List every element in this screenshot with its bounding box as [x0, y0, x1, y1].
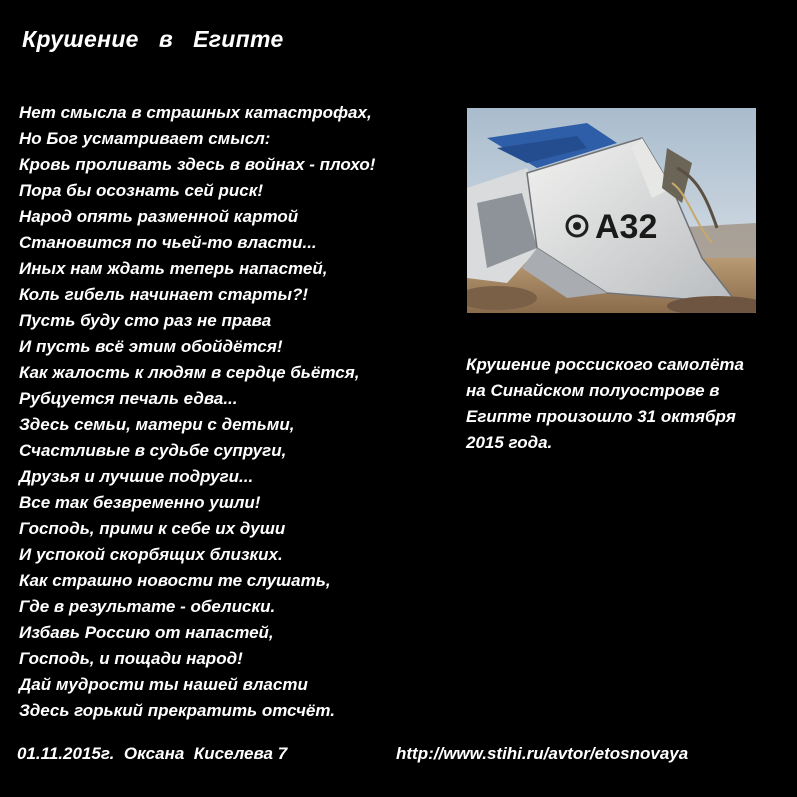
- poem-line: Господь, и пощади народ!: [19, 649, 243, 668]
- author-signature: 01.11.2015г. Оксана Киселева 7: [17, 744, 288, 763]
- poem-line: Становится по чьей-то власти...: [19, 233, 317, 252]
- tail-text: A32: [595, 208, 658, 246]
- caption-line: Египте произошло 31 октября: [466, 407, 736, 426]
- poem-line: И успокой скорбящих близких.: [19, 545, 283, 564]
- caption-line: Крушение россиского самолёта: [466, 355, 744, 374]
- poem-line: Все так безвременно ушли!: [19, 493, 261, 512]
- author-link[interactable]: http://www.stihi.ru/avtor/etosnovaya: [396, 744, 689, 763]
- photo-caption: [466, 352, 786, 456]
- poem-line: Пусть буду сто раз не права: [19, 311, 272, 330]
- poem-line: Здесь горький прекратить отсчёт.: [19, 701, 335, 720]
- poem-line: Народ опять разменной картой: [19, 207, 299, 226]
- caption-line: 2015 года.: [466, 433, 553, 452]
- poem-line: И пусть всё этим обойдётся!: [19, 337, 283, 356]
- poem-line: Рубцуется печаль едва...: [19, 389, 238, 408]
- poem-line: Господь, прими к себе их души: [19, 519, 286, 538]
- page-title: Крушение в Египте: [22, 26, 284, 52]
- poem-line: Где в результате - обелиски.: [19, 597, 276, 616]
- poem-line: Как страшно новости те слушать,: [19, 571, 331, 590]
- poem-line: Пора бы осознать сей риск!: [19, 181, 264, 200]
- poem-line: Здесь семьи, матери с детьми,: [19, 415, 295, 434]
- poem-line: Как жалость к людям в сердце бьётся,: [19, 363, 360, 382]
- poem-line: Но Бог усматривает смысл:: [19, 129, 271, 148]
- poem-line: Избавь Россию от напастей,: [19, 623, 274, 642]
- poem: [19, 100, 375, 724]
- poem-line: Друзья и лучшие подруги...: [19, 467, 254, 486]
- airplane-wreckage-photo: [467, 108, 756, 313]
- poem-line: Нет смысла в страшных катастрофах,: [19, 103, 372, 122]
- poem-line: Кровь проливать здесь в войнах - плохо!: [19, 155, 376, 174]
- poem-line: Дай мудрости ты нашей власти: [19, 675, 308, 694]
- poem-line: Коль гибель начинает старты?!: [19, 285, 309, 304]
- poem-line: Иных нам ждать теперь напастей,: [19, 259, 328, 278]
- caption-line: на Синайском полуострове в: [466, 381, 720, 400]
- poem-line: Счастливые в судьбе супруги,: [19, 441, 287, 460]
